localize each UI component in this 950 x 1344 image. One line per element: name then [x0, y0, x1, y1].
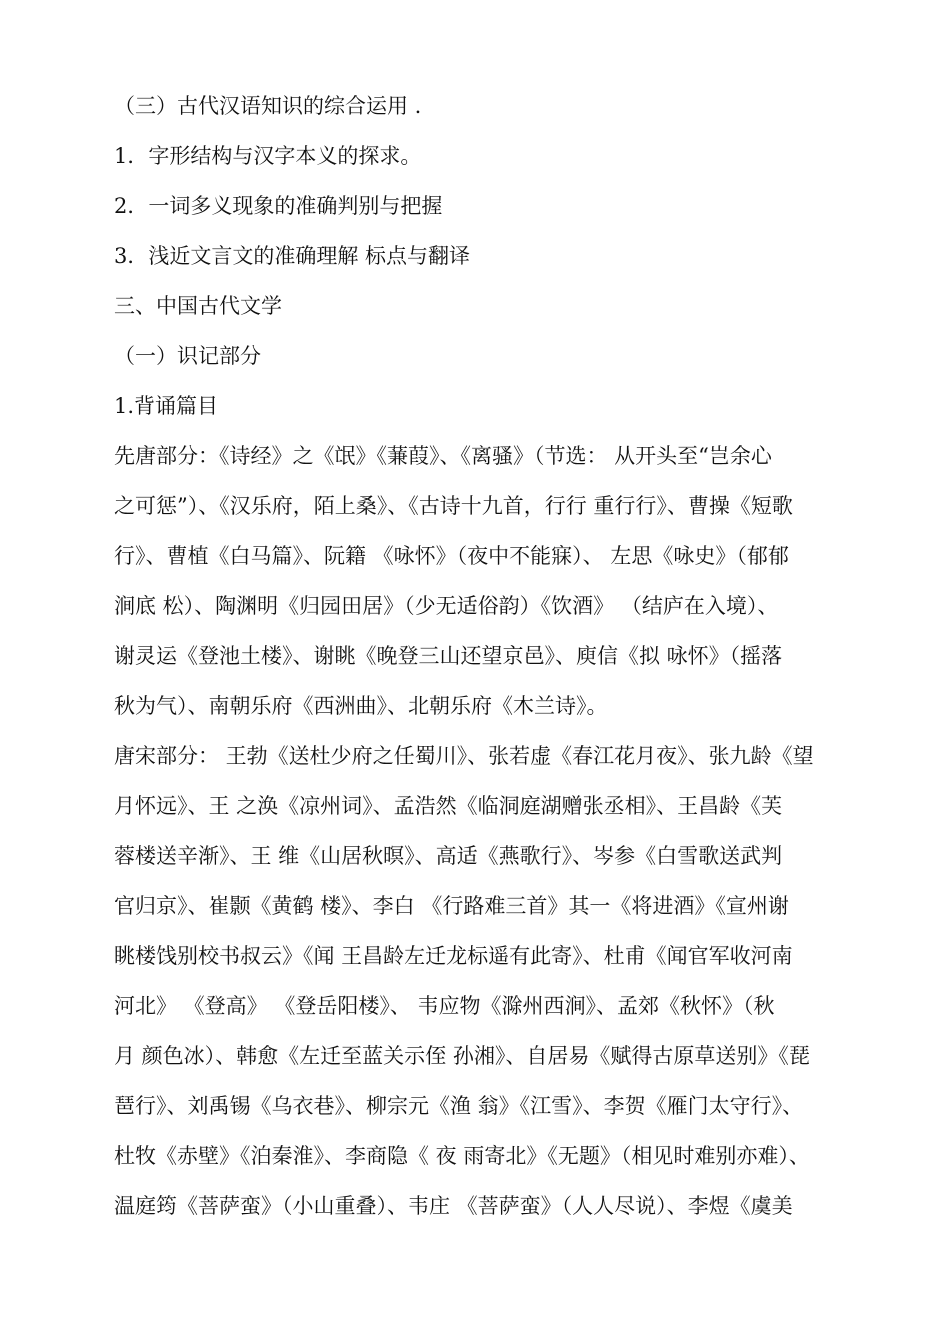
text-line-tang-song-1: 唐宋部分： 王勃《送杜少府之任蜀川》、张若虚《春江花月夜》、张九龄《望: [114, 744, 814, 768]
text-line-pre-tang-2: 之可惩”）、《汉乐府，陌上桑》、《古诗十九首，行行 重行行》、曹操《短歌: [114, 494, 793, 518]
text-line-item-3: 3．浅近文言文的准确理解 标点与翻译: [114, 244, 471, 268]
text-line-pre-tang-3: 行》、曹植《白马篇》、阮籍 《咏怀》（夜中不能寐）、 左思《咏史》（郁郁: [114, 544, 789, 568]
text-line-section-heading: （三）古代汉语知识的综合运用 .: [114, 94, 422, 118]
text-line-pre-tang-1: 先唐部分：《诗经》之《氓》《蒹葭》、《离骚》（节选： 从开头至“岂余心: [114, 444, 772, 468]
text-line-pre-tang-4: 涧底 松）、陶渊明《归园田居》（少无适俗韵）《饮酒》 （结庐在入境）、: [114, 594, 779, 618]
text-line-tang-song-10: 温庭筠《菩萨蛮》（小山重叠）、韦庄 《菩萨蛮》（人人尽说）、李煜《虞美: [114, 1194, 793, 1218]
text-line-subsection-heading: （一）识记部分: [114, 344, 261, 368]
text-line-tang-song-3: 蓉楼送辛渐》、王 维《山居秋暝》、高适《燕歌行》、岑参《白雪歌送武判: [114, 844, 783, 868]
text-line-tang-song-6: 河北》 《登高》 《登岳阳楼》、 韦应物《滁州西涧》、孟郊《秋怀》（秋: [114, 994, 775, 1018]
text-line-recitation-heading: 1.背诵篇目: [114, 394, 219, 418]
text-line-tang-song-7: 月 颜色冰）、韩愈《左迁至蓝关示侄 孙湘》、自居易《赋得古原草送别》《琵: [114, 1044, 810, 1068]
text-line-item-1: 1．字形结构与汉字本义的探求。: [114, 144, 422, 168]
text-line-tang-song-5: 眺楼饯别校书叔云》《闻 王昌龄左迁龙标遥有此寄》、杜甫《闻官军收河南: [114, 944, 793, 968]
text-line-tang-song-9: 杜牧《赤壁》《泊秦淮》、李商隐《 夜 雨寄北》《无题》（相见时难别亦难）、: [114, 1144, 810, 1168]
text-line-tang-song-8: 琶行》、刘禹锡《乌衣巷》、柳宗元《渔 翁》《江雪》、李贺《雁门太守行》、: [114, 1094, 804, 1118]
text-line-tang-song-4: 官归京》、崔颢《黄鹤 楼》、李白 《行路难三首》其一《将进酒》《宣州谢: [114, 894, 789, 918]
text-line-tang-song-2: 月怀远》、王 之涣《凉州词》、孟浩然《临洞庭湖赠张丞相》、王昌龄《芙: [114, 794, 783, 818]
text-line-pre-tang-5: 谢灵运《登池土楼》、谢眺《晚登三山还望京邑》、庾信《拟 咏怀》（摇落: [114, 644, 783, 668]
text-line-pre-tang-6: 秋为气）、南朝乐府《西洲曲》、北朝乐府《木兰诗》。: [114, 694, 608, 718]
text-line-chapter-heading: 三、中国古代文学: [114, 294, 282, 318]
text-line-item-2: 2．一词多义现象的准确判别与把握: [114, 194, 443, 218]
